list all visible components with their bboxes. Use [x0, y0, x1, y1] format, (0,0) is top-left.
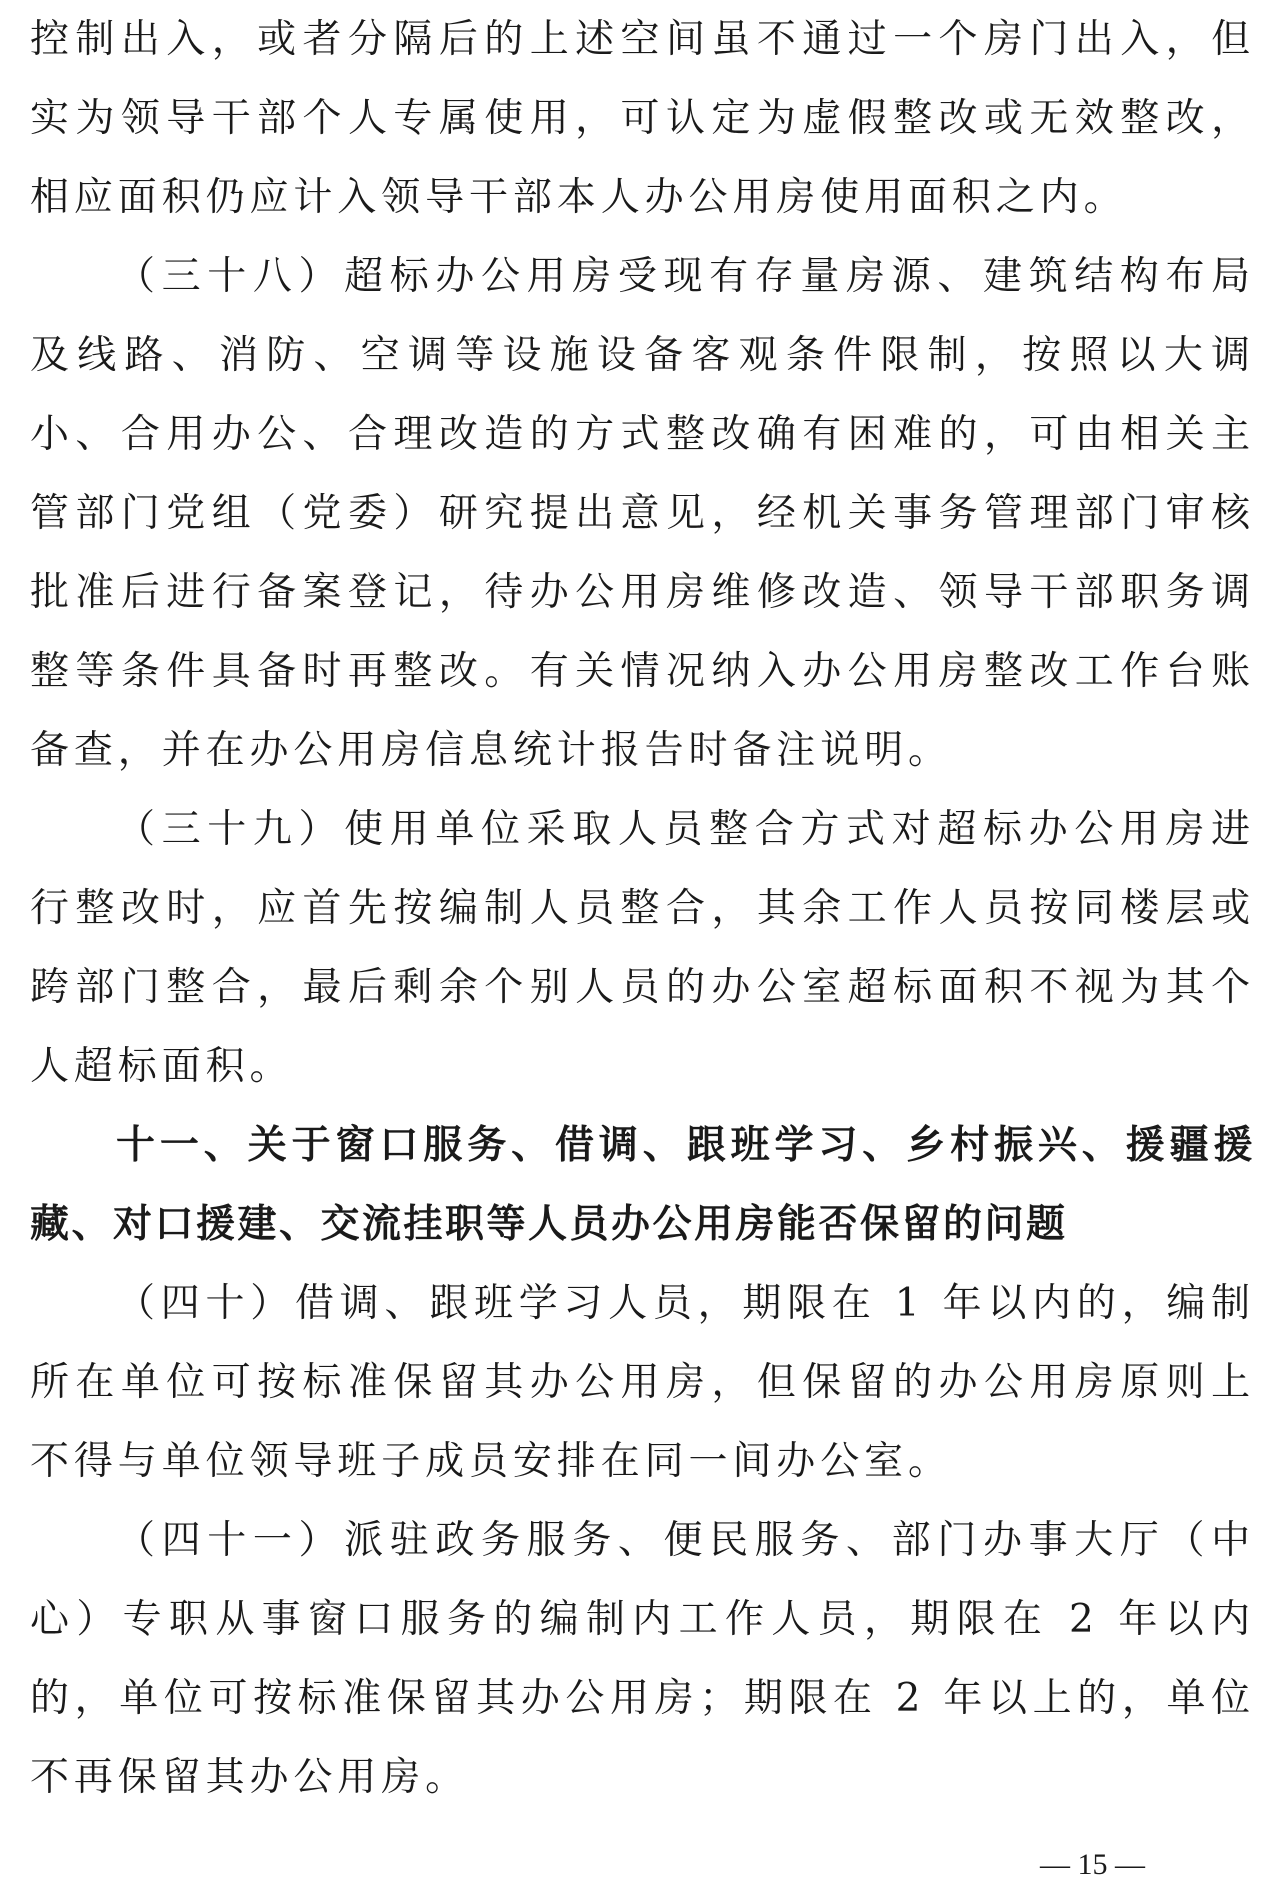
- paragraph-39: （三十九）使用单位采取人员整合方式对超标办公用房进行整改时，应首先按编制人员整合，其余工作人员按同楼层或跨部门整合，最后剩余个别人员的办公室超标面积不视为其个人超标面积。: [30, 807, 1255, 1089]
- paragraph-40: （四十）借调、跟班学习人员，期限在 1 年以内的，编制所在单位可按标准保留其办公用房，但保留的办公用房原则上不得与单位领导班子成员安排在同一间办公室。: [30, 1281, 1255, 1484]
- paragraph-continued: 控制出入，或者分隔后的上述空间虽不通过一个房门出入，但实为领导干部个人专属使用，可认定为虚假整改或无效整改，相应面积仍应计入领导干部本人办公用房使用面积之内。: [30, 17, 1255, 220]
- document-body: [30, 0, 1255, 1817]
- section-heading: 十一、关于窗口服务、借调、跟班学习、乡村振兴、援疆援藏、对口援建、交流挂职等人员办公用房能否保留的问题: [30, 1123, 1255, 1247]
- paragraph-38: （三十八）超标办公用房受现有存量房源、建筑结构布局及线路、消防、空调等设施设备客观条件限制，按照以大调小、合用办公、合理改造的方式整改确有困难的，可由相关主管部门党组（党委）研究提出意见，经机关事务管理部门审核批准后进行备案登记，待办公用房维修改造、领导干部职务调整等条件具备时再整改。有关情况纳入办公用房整改工作台账备查，并在办公用房信息统计报告时备注说明。: [30, 254, 1255, 773]
- page-number: — 15 —: [1040, 1848, 1145, 1881]
- paragraph-41: （四十一）派驻政务服务、便民服务、部门办事大厅（中心）专职从事窗口服务的编制内工作人员，期限在 2 年以内的，单位可按标准保留其办公用房；期限在 2 年以上的，单位不再保留其办公用房。: [30, 1518, 1255, 1800]
